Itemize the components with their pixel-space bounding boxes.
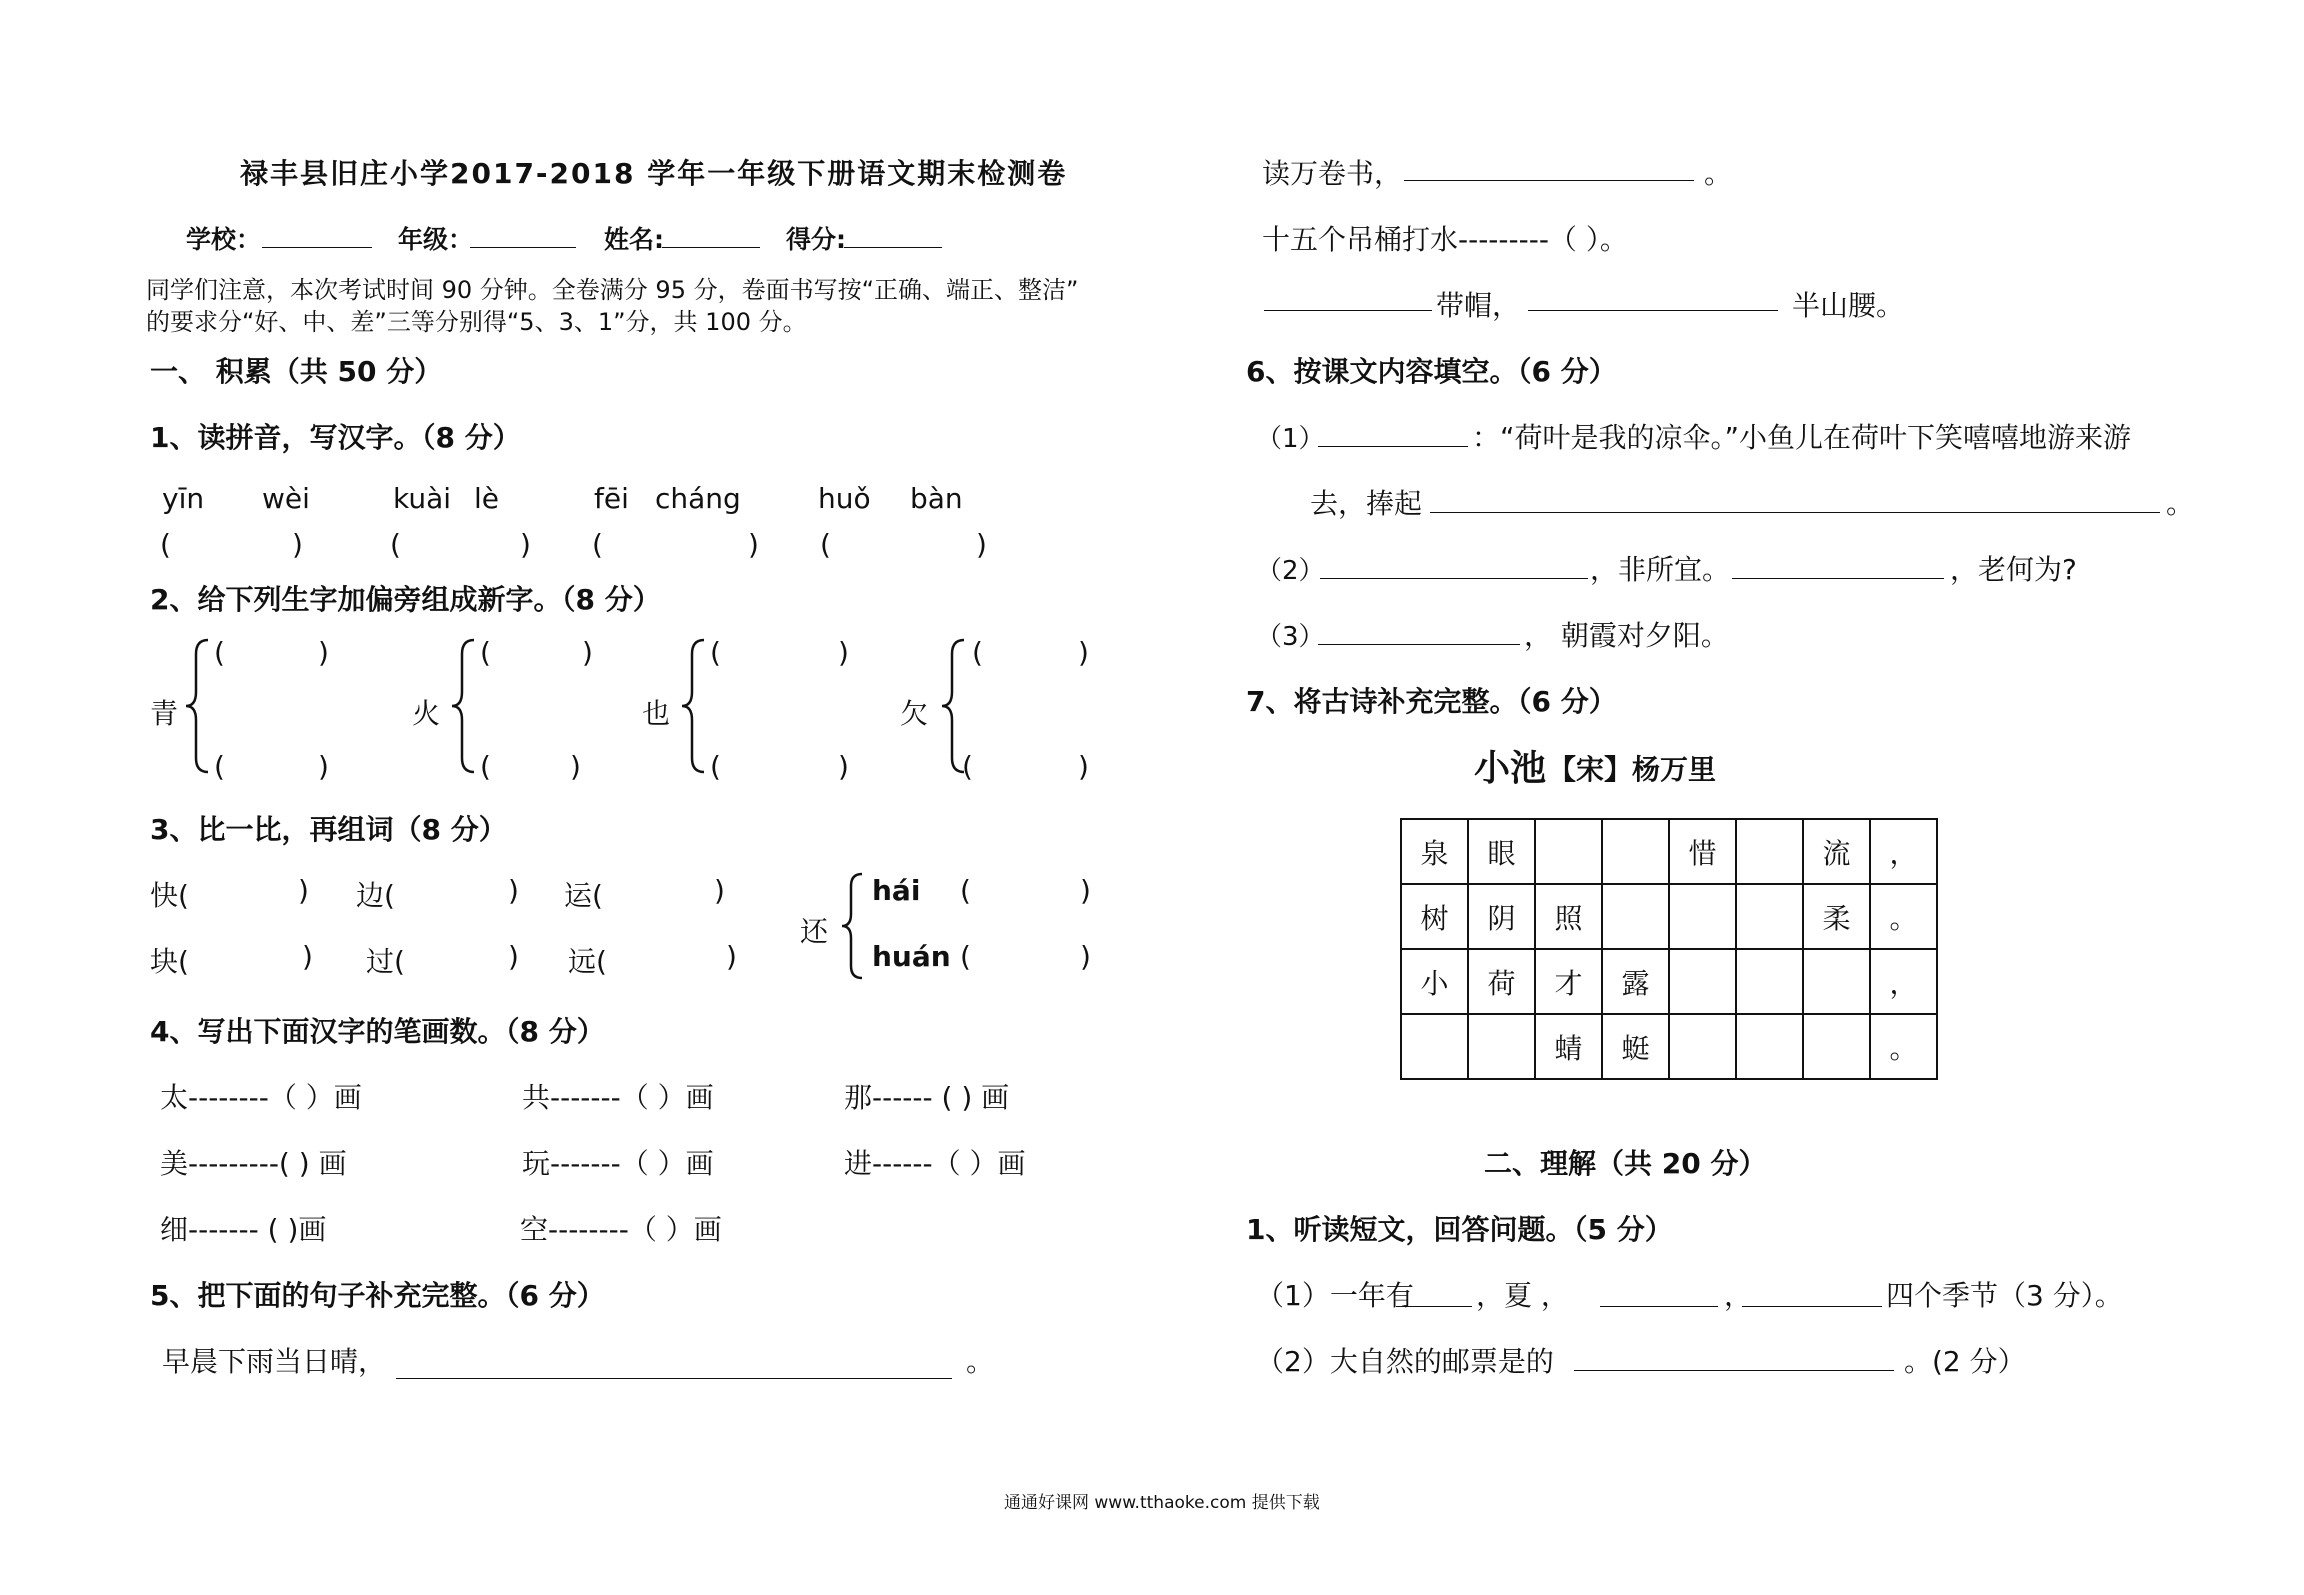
proverb-2-blank[interactable] (1404, 180, 1694, 181)
proverb-4-blank-b[interactable] (1528, 310, 1778, 311)
q6-item-3-num: （3） (1256, 622, 1325, 652)
radical-char-qian: 欠 (900, 697, 929, 730)
q5-title: 5、把下面的句子补充完整。（6 分） (150, 1279, 605, 1312)
q7-title: 7、将古诗补充完整。（6 分） (1246, 685, 1617, 718)
poem-cell: 柔 (1803, 884, 1870, 949)
poem-blank-cell[interactable] (1736, 819, 1803, 884)
poem-blank-cell[interactable] (1468, 1014, 1535, 1079)
poem-author: 【宋】杨万里 (1548, 753, 1717, 786)
s2-q1-line1-b: ，夏 ， (1476, 1279, 1569, 1312)
pinyin-4: lè (474, 482, 500, 515)
grade-blank[interactable] (470, 247, 576, 248)
notice-line-2: 的要求分“好、中、差”三等分别得“5、3、1”分，共 100 分。 (146, 308, 807, 336)
poem-row (1401, 1014, 1937, 1079)
brace-icon (184, 636, 214, 776)
poem-blank-cell[interactable] (1803, 949, 1870, 1014)
poem-cell: 照 (1535, 884, 1602, 949)
q4-title: 4、写出下面汉字的笔画数。（8 分） (150, 1015, 605, 1048)
stroke-item-mei[interactable]: 美---------( ) 画 (160, 1147, 347, 1180)
season-blank-2[interactable] (1600, 1306, 1718, 1307)
paren-close: ) (508, 940, 519, 973)
huo-top-open[interactable]: ( (480, 636, 491, 669)
poem-cell: 小 (1401, 949, 1468, 1014)
section-2-heading: 二、理解（共 20 分） (1484, 1147, 1767, 1180)
brace-icon (840, 870, 866, 982)
paren-close: ) (298, 874, 309, 907)
stroke-item-na[interactable]: 那------ ( ) 画 (844, 1081, 1010, 1114)
season-blank-1[interactable] (1396, 1306, 1472, 1307)
compare-bian[interactable]: 边( (356, 879, 395, 912)
stroke-item-wan[interactable]: 玩-------（ ）画 (522, 1147, 714, 1180)
poem-cell: ， (1870, 949, 1937, 1014)
s2-q1-line2-a: （2）大自然的邮票是的 (1256, 1345, 1554, 1378)
stamp-blank[interactable] (1574, 1370, 1894, 1371)
pinyin-6: cháng (655, 482, 741, 515)
q6-item-1-end: 。 (2166, 487, 2195, 520)
huan-char: 还 (800, 915, 829, 948)
brace-icon (680, 636, 710, 776)
q6-item-2-num: （2） (1256, 556, 1325, 586)
radical-char-ye: 也 (642, 697, 671, 730)
poem-cell: 。 (1870, 884, 1937, 949)
hai-open[interactable]: ( (960, 874, 971, 907)
poem-blank-cell[interactable] (1736, 949, 1803, 1014)
s2-q1-line2-b: 。(2 分） (1904, 1345, 2026, 1378)
qian-top-close: ) (1078, 636, 1089, 669)
proverb-2-suffix: 。 (1704, 157, 1733, 190)
section-1-heading: 一、 积累（共 50 分） (150, 355, 443, 388)
q6-item-1-blank[interactable] (1318, 446, 1468, 447)
poem-cell: 泉 (1401, 819, 1468, 884)
poem-blank-cell[interactable] (1669, 949, 1736, 1014)
stroke-item-jin[interactable]: 进------（ ）画 (844, 1147, 1026, 1180)
q6-item-2-end: ，老何为? (1950, 553, 2077, 586)
pinyin-1: yīn (162, 482, 205, 515)
score-blank[interactable] (844, 247, 942, 248)
poem-row (1401, 884, 1937, 949)
season-blank-3[interactable] (1742, 1306, 1882, 1307)
proverb-4-blank-a[interactable] (1264, 310, 1432, 311)
poem-cell: 才 (1535, 949, 1602, 1014)
proverb-1-blank[interactable] (396, 1378, 952, 1379)
poem-cell: 阴 (1468, 884, 1535, 949)
poem-cell: 惜 (1669, 819, 1736, 884)
s2-q1-title: 1、听读短文，回答问题。（5 分） (1246, 1213, 1673, 1246)
q6-item-2-blank-a[interactable] (1320, 578, 1588, 579)
q6-item-1-text: ：“荷叶是我的凉伞。”小鱼儿在荷叶下笑嘻嘻地游来游 (1472, 421, 2132, 454)
name-blank[interactable] (662, 247, 760, 248)
stroke-item-kong[interactable]: 空--------（ ）画 (520, 1213, 722, 1246)
paren-close: ) (508, 874, 519, 907)
pinyin-8: bàn (910, 482, 963, 515)
radical-char-qing: 青 (150, 697, 179, 730)
qing-top-close: ) (318, 636, 329, 669)
q6-item-1-cont: 去，捧起 (1310, 487, 1423, 520)
footer-credit: 通通好课网 www.tthaoke.com 提供下载 (1004, 1493, 1320, 1513)
poem-blank-cell[interactable] (1602, 884, 1669, 949)
s2-q1-line1-a: （1）一年有 (1256, 1279, 1414, 1312)
poem-grid (1400, 818, 1938, 1080)
poem-cell: 蜓 (1602, 1014, 1669, 1079)
poem-cell: 树 (1401, 884, 1468, 949)
compare-yuan[interactable]: 远( (568, 945, 607, 978)
poem-cell: 。 (1870, 1014, 1937, 1079)
score-label: 得分: (786, 225, 846, 254)
radical-char-huo: 火 (412, 697, 441, 730)
school-label: 学校： (186, 225, 262, 254)
proverb-2-prefix: 读万卷书， (1262, 157, 1403, 190)
compare-yun[interactable]: 运( (564, 879, 603, 912)
stroke-item-xi[interactable]: 细------- ( )画 (160, 1213, 327, 1246)
poem-blank-cell[interactable] (1602, 819, 1669, 884)
q6-item-1-blank-2[interactable] (1430, 512, 2160, 513)
hai-close: ) (1080, 874, 1091, 907)
ye-top-open[interactable]: ( (710, 636, 721, 669)
poem-blank-cell[interactable] (1535, 819, 1602, 884)
paren-close: ) (726, 940, 737, 973)
compare-guo[interactable]: 过( (366, 945, 405, 978)
poem-blank-cell[interactable] (1669, 884, 1736, 949)
proverb-1-prefix: 早晨下雨当日晴， (162, 1345, 387, 1378)
pinyin-huan: huán (872, 940, 951, 973)
poem-title: 小池 (1474, 748, 1547, 789)
s2-q1-line1-d: 四个季节（3 分）。 (1886, 1279, 2123, 1312)
q3-title: 3、比一比，再组词（8 分） (150, 813, 507, 846)
huan-close: ) (1080, 940, 1091, 973)
poem-cell: 流 (1803, 819, 1870, 884)
s2-q1-line1-c: ， (1724, 1279, 1753, 1312)
qian-bottom-open[interactable]: ( (962, 750, 973, 783)
poem-cell: 荷 (1468, 949, 1535, 1014)
answer-box-4-open[interactable]: ( (820, 528, 831, 561)
grade-label: 年级： (398, 225, 474, 254)
paren-close: ) (302, 940, 313, 973)
huan-open[interactable]: ( (960, 940, 971, 973)
stroke-item-gong[interactable]: 共-------（ ）画 (522, 1081, 714, 1114)
poem-blank-cell[interactable] (1736, 884, 1803, 949)
proverb-3[interactable]: 十五个吊桶打水---------（ ）。 (1262, 223, 1628, 256)
exam-title: 禄丰县旧庄小学2017-2018 学年一年级下册语文期末检测卷 (240, 157, 1068, 190)
pinyin-2: wèi (262, 482, 310, 515)
proverb-4-mid: 带帽， (1436, 289, 1521, 322)
huo-top-close: ) (582, 636, 593, 669)
poem-blank-cell[interactable] (1803, 1014, 1870, 1079)
qing-bottom-open[interactable]: ( (214, 750, 225, 783)
answer-box-1-close: ) (292, 528, 303, 561)
name-label: 姓名: (604, 225, 664, 254)
compare-kuai2[interactable]: 块( (150, 945, 189, 978)
answer-box-3-open[interactable]: ( (592, 528, 603, 561)
poem-blank-cell[interactable] (1736, 1014, 1803, 1079)
answer-box-1-open[interactable]: ( (160, 528, 171, 561)
poem-cell: ， (1870, 819, 1937, 884)
q6-item-2-blank-b[interactable] (1732, 578, 1944, 579)
brace-icon (450, 636, 480, 776)
stroke-item-tai[interactable]: 太--------（ ）画 (160, 1081, 362, 1114)
q1-title: 1、读拼音，写汉字。（8 分） (150, 421, 521, 454)
proverb-1-suffix: 。 (966, 1345, 995, 1378)
poem-cell: 露 (1602, 949, 1669, 1014)
poem-cell: 眼 (1468, 819, 1535, 884)
poem-row (1401, 949, 1937, 1014)
proverb-4-end: 半山腰。 (1792, 289, 1905, 322)
q2-title: 2、给下列生字加偏旁组成新字。（8 分） (150, 583, 661, 616)
notice-line-1: 同学们注意，本次考试时间 90 分钟。全卷满分 95 分，卷面书写按“正确、端正、整洁” (146, 276, 1079, 304)
qian-bottom-close: ) (1078, 750, 1089, 783)
answer-box-4-close: ) (976, 528, 987, 561)
huo-bottom-open[interactable]: ( (480, 750, 491, 783)
qing-top-open[interactable]: ( (214, 636, 225, 669)
q6-item-2-mid: ，非所宜。 (1590, 553, 1731, 586)
poem-blank-cell[interactable] (1669, 1014, 1736, 1079)
ye-bottom-close: ) (838, 750, 849, 783)
pinyin-hai: hái (872, 874, 921, 907)
pinyin-7: huǒ (818, 482, 871, 515)
ye-top-close: ) (838, 636, 849, 669)
qing-bottom-close: ) (318, 750, 329, 783)
q6-item-3-end: ， 朝霞对夕阳。 (1524, 619, 1729, 652)
poem-cell: 蜻 (1535, 1014, 1602, 1079)
answer-box-2-close: ) (520, 528, 531, 561)
poem-blank-cell[interactable] (1401, 1014, 1468, 1079)
huo-bottom-close: ) (570, 750, 581, 783)
q6-title: 6、按课文内容填空。（6 分） (1246, 355, 1617, 388)
paren-close: ) (714, 874, 725, 907)
answer-box-3-close: ) (748, 528, 759, 561)
compare-kuai[interactable]: 快( (150, 879, 189, 912)
q6-item-1-num: （1） (1256, 424, 1325, 454)
qian-top-open[interactable]: ( (972, 636, 983, 669)
pinyin-3: kuài (393, 482, 452, 515)
school-blank[interactable] (262, 247, 372, 248)
ye-bottom-open[interactable]: ( (710, 750, 721, 783)
poem-row (1401, 819, 1937, 884)
answer-box-2-open[interactable]: ( (390, 528, 401, 561)
pinyin-5: fēi (594, 482, 629, 515)
q6-item-3-blank[interactable] (1318, 644, 1520, 645)
